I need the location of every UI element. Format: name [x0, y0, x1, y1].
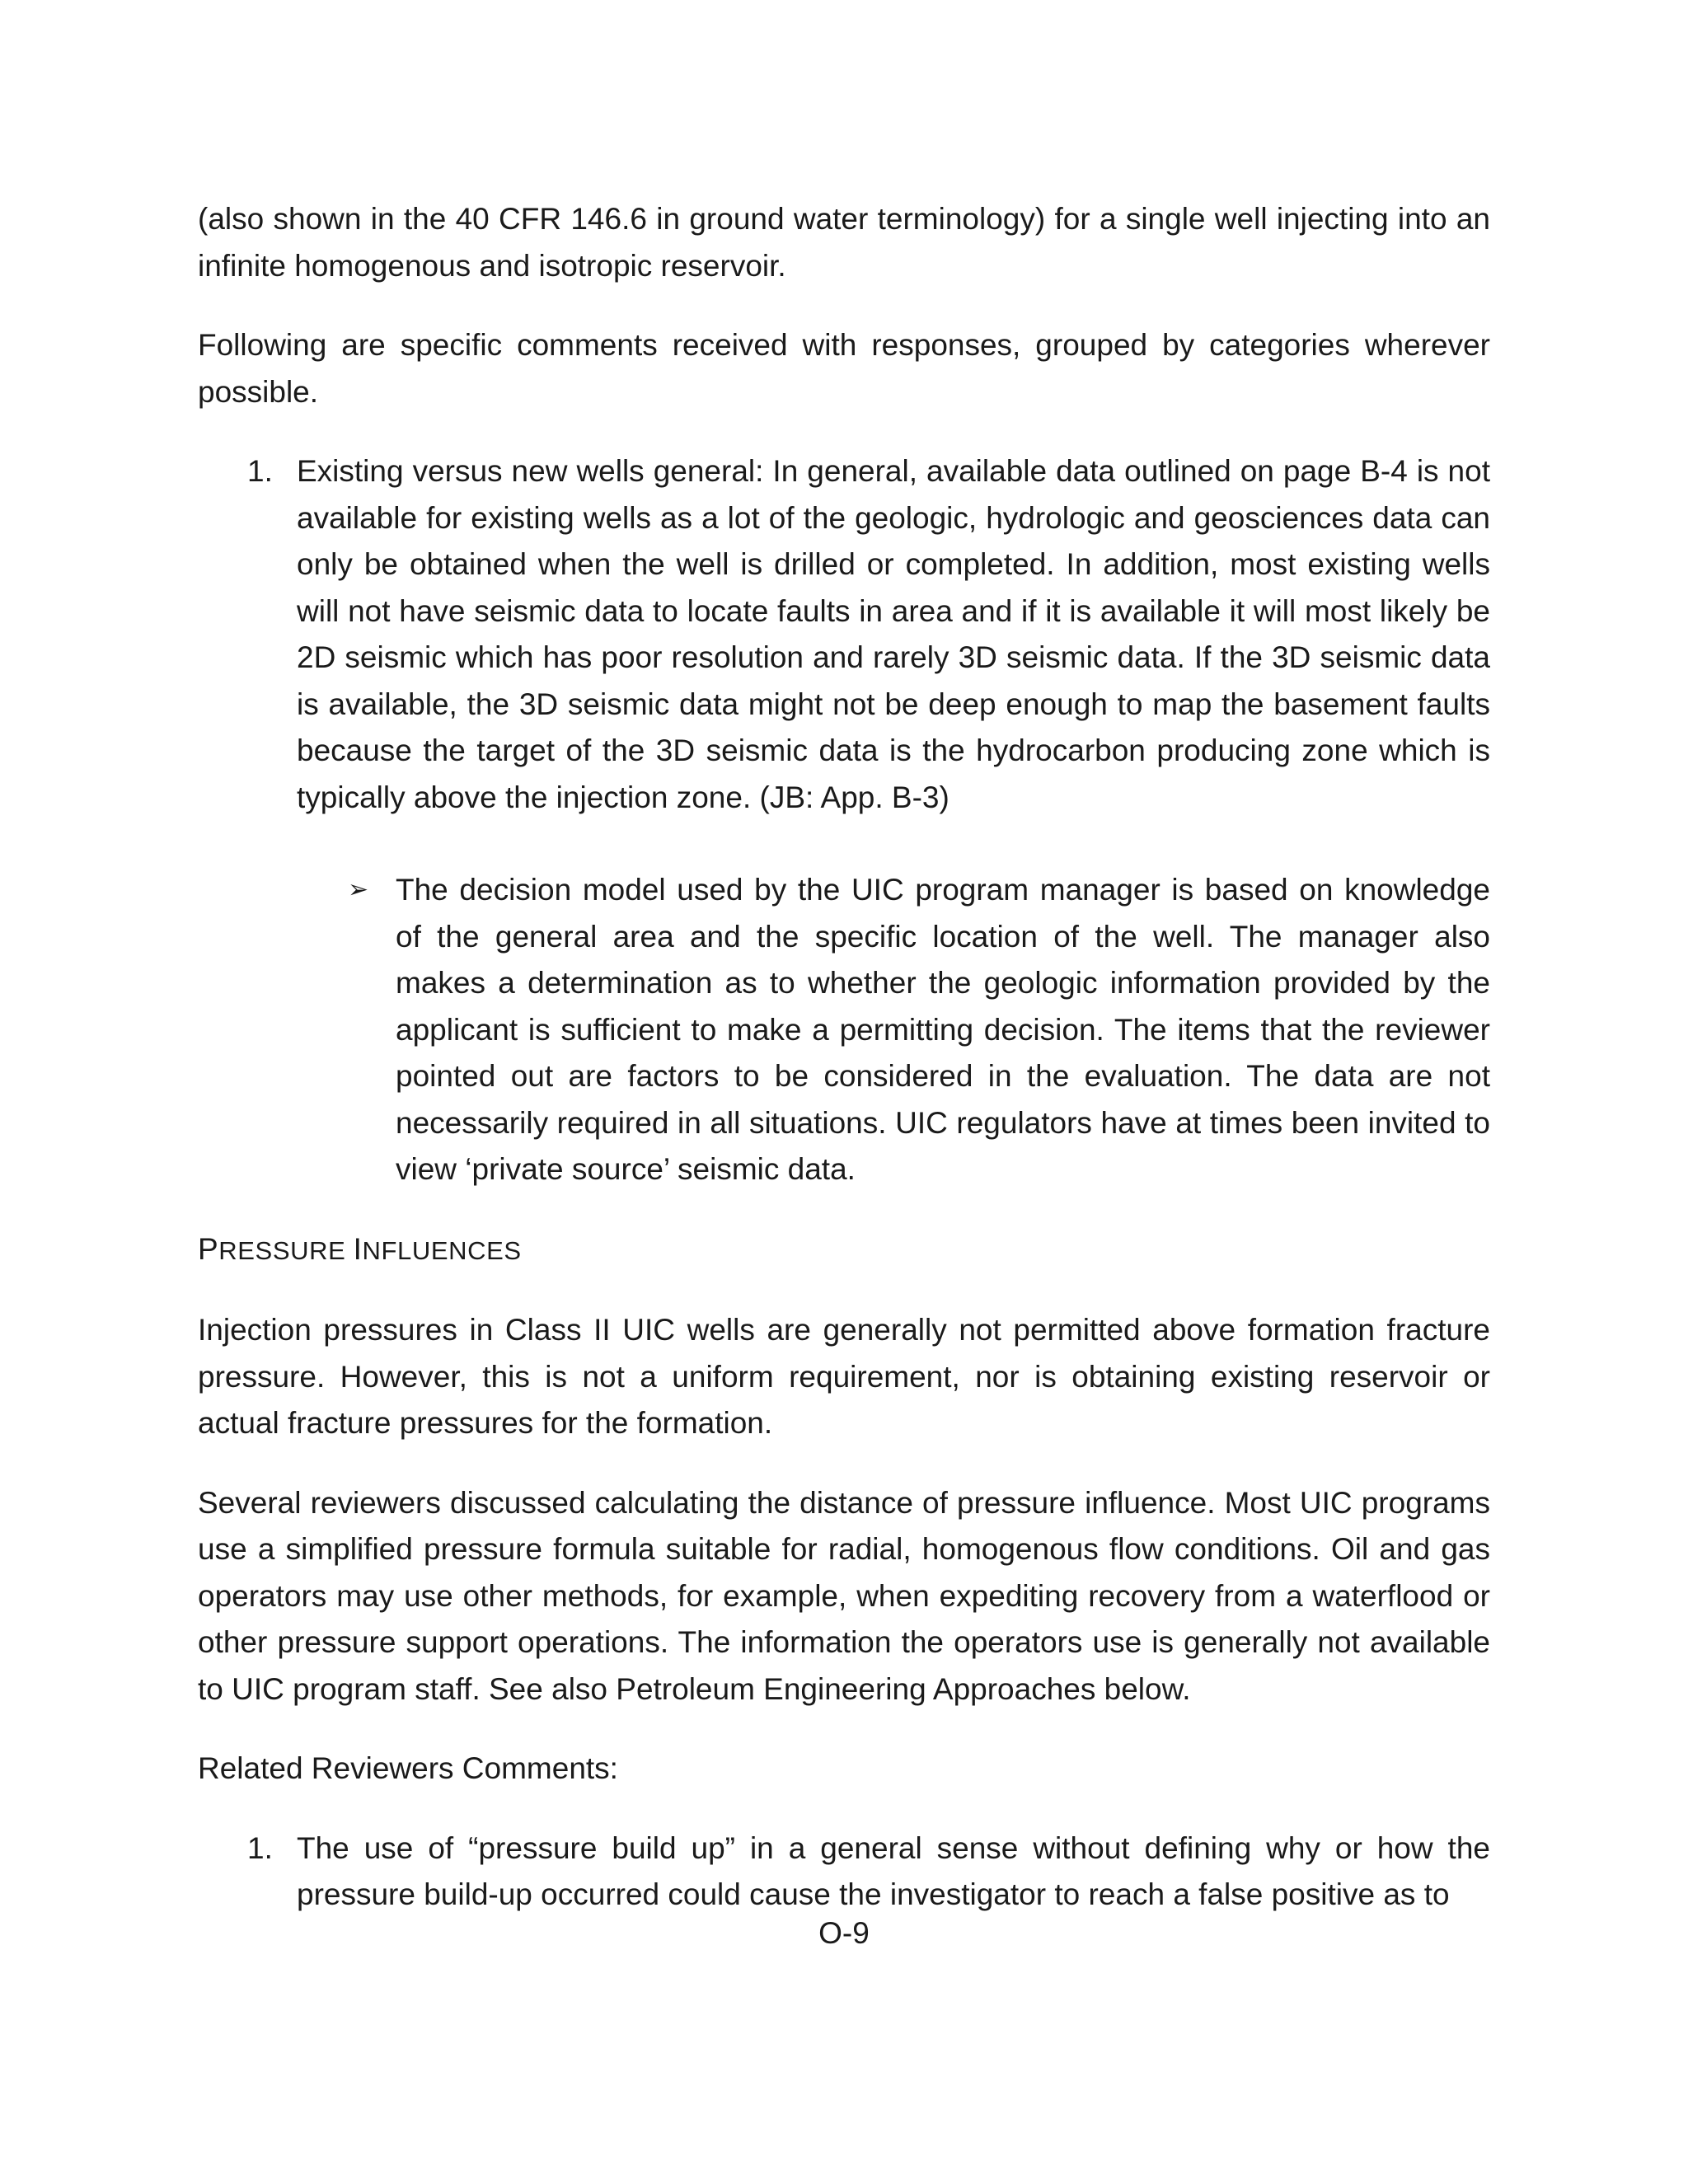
list-item-text: Existing versus new wells general: In general, available data outlined on page B-4 is not available for existing wells as a lot of the geologic, hydrologic and geosciences data can only be obtained when the well is drilled or completed. In addition, most existing wells will not have seismic data to locate faults in area and if it is available it will most likely be 2D seismic which has poor resolution and rarely 3D seismic data. If the 3D seismic data is available, the 3D seismic data might not be deep enough to map the basement faults because the target of the 3D seismic data is the hydrocarbon producing zone which is typically above the injection zone. (JB: App. B-3): [297, 454, 1490, 814]
heading-initial: I: [353, 1231, 363, 1266]
heading-smallcaps: NFLUENCES: [362, 1235, 522, 1265]
arrow-bullet-icon: ➢: [348, 876, 369, 903]
list-item-number: 1.: [247, 1830, 273, 1865]
list-item-number: 1.: [247, 454, 273, 488]
paragraph-continuation: (also shown in the 40 CFR 146.6 in ground water terminology) for a single well injecting into an infinite homogenous and isotropic reservoir.: [198, 202, 1490, 283]
list-item-pressure-build-up: [198, 1825, 1490, 1919]
heading-smallcaps: RESSURE: [218, 1235, 354, 1265]
paragraph-pressure-influence: Several reviewers discussed calculating the distance of pressure influence. Most UIC programs use a simplified pressure formula suitable for radial, homogenous flow conditions. Oil and gas operators may use other methods, for example, when expediting recovery from a waterflood or other pressure support operations. The information the operators use is generally not available to UIC program staff. See also Petroleum Engineering Approaches below.: [198, 1485, 1490, 1706]
response-bullet: [198, 867, 1490, 1193]
page-number: O-9: [818, 1916, 870, 1950]
paragraph-related-comments: Related Reviewers Comments:: [198, 1751, 618, 1785]
list-item-existing-wells: [198, 448, 1490, 821]
heading-initial: P: [198, 1231, 219, 1266]
list-item-text: The use of “pressure build up” in a general sense without defining why or how the pressure build-up occurred could cause the investigator to reach a false positive as to: [297, 1830, 1490, 1911]
page-body: [198, 196, 1490, 1952]
paragraph-intro-comments: Following are specific comments received with responses, grouped by categories wherever possible.: [198, 328, 1490, 409]
section-heading-pressure-influences: [198, 1226, 1490, 1275]
paragraph-injection-pressures: Injection pressures in Class II UIC wells are generally not permitted above formation fracture pressure. However, this is not a uniform requirement, nor is obtaining existing reservoir or actual fracture pressures for the formation.: [198, 1313, 1490, 1440]
response-text: The decision model used by the UIC program manager is based on knowledge of the general area and the specific location of the well. The manager also makes a determination as to whether the geologic information provided by the applicant is sufficient to make a permitting decision. The items that the reviewer pointed out are factors to be considered in the evaluation. The data are not necessarily required in all situations. UIC regulators have at times been invited to view ‘private source’ seismic data.: [396, 873, 1490, 1186]
